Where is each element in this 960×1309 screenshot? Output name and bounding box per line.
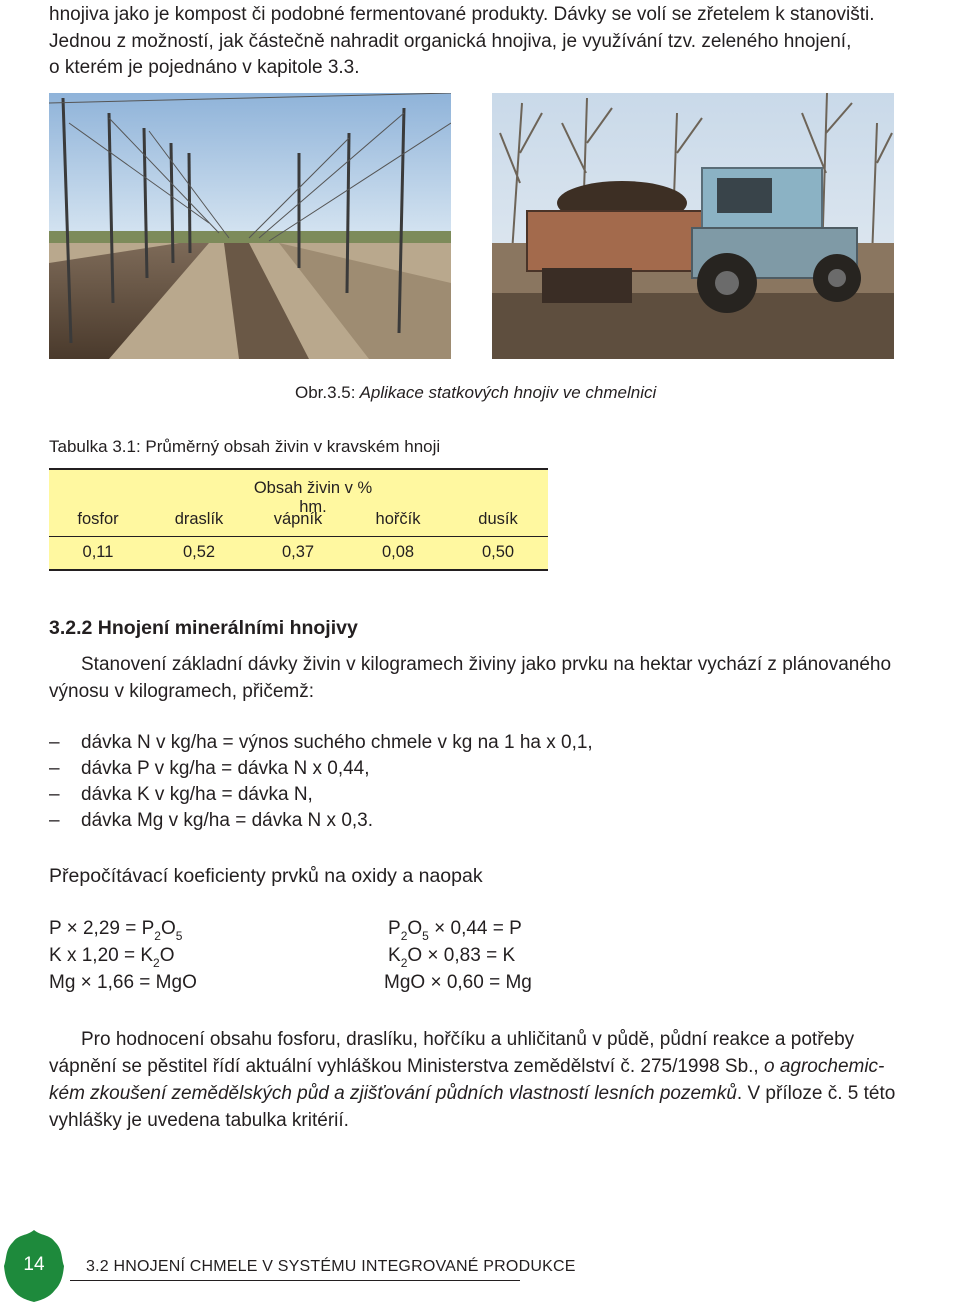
list-item: – dávka N v kg/ha = výnos suchého chmele v kg na 1 ha x 0,1, [49, 730, 593, 756]
formula-left: Mg × 1,66 = MgO [49, 972, 197, 993]
table-caption: Tabulka 3.1: Průměrný obsah živin v kravském hnoji [49, 437, 441, 456]
footer-rule [70, 1280, 520, 1281]
list-dash: – [49, 784, 60, 805]
list-item: – dávka K v kg/ha = dávka N, [49, 782, 313, 808]
formula-left: $P \times 2,29 = P_2O_5$ [49, 918, 183, 943]
formula-right: MgO × 0,60 = Mg [384, 972, 532, 993]
list-dash: – [49, 758, 60, 779]
table-column-header: hořčík [375, 510, 421, 528]
coefficients-title: Přepočítávací koeficienty prvků na oxidy a naopak [49, 865, 483, 887]
figure-label: Obr.3.5: [295, 383, 356, 402]
page-number-badge [3, 1228, 65, 1304]
table-column-header: draslík [174, 510, 224, 528]
intro-line: o kterém je pojednáno v kapitole 3.3. [49, 57, 360, 78]
formula-right: $K_2O \times 0,83 = K$ [388, 945, 516, 970]
table-cell: 0,50 [481, 543, 515, 561]
formula-left: K x $1,20 = K_2O$ [49, 945, 175, 970]
photo-manure-spreader [492, 93, 894, 359]
table-cell: 0,08 [381, 543, 415, 561]
intro-paragraph [49, 2, 909, 82]
list-dash: – [49, 732, 60, 753]
section-paragraph [49, 651, 891, 705]
table-cell: 0,37 [281, 543, 315, 561]
intro-line: Jednou z možností, jak částečně nahradit organická hnojiva, je využívání tzv. zeleného hnojení, [49, 30, 852, 52]
table-divider [49, 536, 548, 537]
list-item: – dávka Mg v kg/ha = dávka N x 0,3. [49, 808, 373, 834]
list-item: – dávka P v kg/ha = dávka N x 0,44, [49, 756, 370, 782]
table-column-header: dusík [478, 510, 518, 528]
photo-hop-garden [49, 93, 451, 359]
running-title: 3.2 HNOJENÍ CHMELE V SYSTÉMU INTEGROVANÉ PRODUKCE [86, 1258, 576, 1275]
table-column-header: vápník [273, 510, 323, 528]
closing-paragraph: Pro hodnocení obsahu fosforu, draslíku, hořčíku a uhličitanů v půdě, půdní reakce a potřeby vápnění se pěstitel řídí aktuální vyhláškou Ministerstva zemědělství č. 275/1998 Sb., o agrochemic- kém zkoušení zemědělských půd a zjišťování půdních vlastností lesních pozemků. V příloze č. 5 této vyhlášky je uvedena tabulka kritérií. [49, 1029, 896, 1131]
table-cell: 0,11 [82, 543, 114, 561]
section-paragraph-line: výnosu v kilogramech, přičemž: [49, 681, 315, 702]
formula-right: $P_2O_5 \times 0,44 = P$ [388, 918, 522, 943]
table-cell: 0,52 [182, 543, 216, 561]
table-group-header: Obsah živin v % hm. [253, 479, 373, 516]
page-number: 14 [23, 1254, 45, 1275]
figure-caption-text: Aplikace statkových hnojiv ve chmelnici [355, 383, 657, 402]
list-dash: – [49, 810, 60, 831]
table-column-header: fosfor [77, 510, 119, 528]
section-paragraph-line: Stanovení základní dávky živin v kilogramech živiny jako prvku na hektar vychází z plánovaného [81, 654, 892, 675]
figure-caption [295, 383, 656, 403]
section-heading: 3.2.2 Hnojení minerálními hnojivy [49, 617, 358, 639]
intro-line: hnojiva jako je kompost či podobné fermentované produkty. Dávky se volí se zřetelem k stanovišti. [49, 4, 875, 25]
